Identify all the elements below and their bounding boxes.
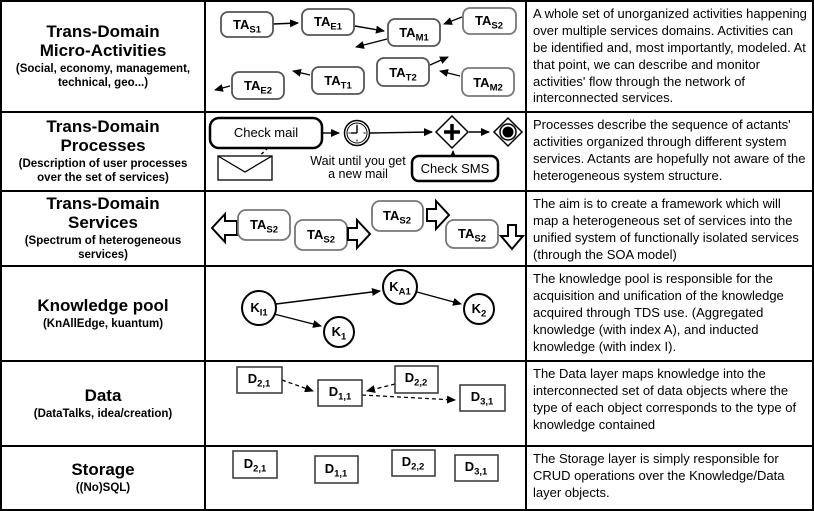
timer-note-line2: a new mail	[328, 167, 388, 181]
data-object-label: $D_{3,1}$	[464, 459, 488, 478]
data-object-label: $D_{2,1}$	[247, 371, 271, 390]
activity-label: $TA_{E2}$	[244, 78, 272, 97]
row-subtitle: (Spectrum of heterogeneous services)	[24, 235, 182, 262]
description-processes: Processes describe the sequence of actants' activities organized through different system services. Actants are hopefully not aware of the heterogeneous system structure.	[527, 113, 812, 192]
knowledge-node-label: $K_1$	[331, 324, 347, 343]
label-services	[2, 192, 206, 267]
data-object-label: $D_{1,1}$	[324, 461, 348, 480]
row-title-line2: Micro-Activities	[39, 41, 167, 61]
services-chain	[206, 192, 525, 265]
activity-label: $TA_{E1}$	[314, 14, 342, 33]
micro-activities-graph	[206, 2, 525, 111]
diagram-data	[206, 362, 527, 447]
activity-label: $TA_{S1}$	[233, 17, 261, 36]
flow-arrow	[356, 39, 387, 47]
end-event-icon	[494, 118, 522, 146]
flow-arrow	[293, 71, 310, 75]
description-services: The aim is to create a framework which will map a heterogeneous set of services into the unified system of functionally isolated services (through the SOA model)	[527, 192, 812, 267]
flow-arrow	[444, 17, 462, 24]
data-object-label: $D_{2,2}$	[404, 370, 428, 389]
data-object-label: $D_{1,1}$	[328, 384, 352, 403]
diagram-services	[206, 192, 527, 267]
diagram-processes	[206, 113, 527, 192]
knowledge-node-label: $K_{I1}$	[250, 300, 268, 319]
label-storage	[2, 447, 206, 509]
service-label: $TA_{S2}$	[383, 208, 411, 227]
label-micro-activities	[2, 2, 206, 113]
description-storage: The Storage layer is simply responsible for CRUD operations over the Knowledge/Data layer objects.	[533, 451, 785, 500]
block-arrow-right-icon	[348, 220, 370, 248]
envelope-icon	[218, 156, 272, 180]
service-label: $TA_{S2}$	[307, 227, 335, 246]
row-subtitle: ((No)SQL)	[75, 482, 131, 495]
row-subtitle: (KnAllEdge, kuantum)	[42, 317, 164, 330]
flow-arrow	[370, 132, 432, 133]
flow-arrow	[430, 57, 448, 65]
task-label: Check mail	[233, 125, 299, 140]
dashed-link-arrow	[367, 384, 395, 391]
diagram-micro-activities	[206, 2, 527, 113]
flow-arrow	[355, 26, 384, 31]
service-label: $TA_{S2}$	[458, 226, 486, 245]
parallel-gateway-icon	[436, 116, 468, 148]
data-object-label: $D_{3,1}$	[470, 389, 494, 408]
activity-label: $TA_{M1}$	[399, 25, 429, 44]
bpmn-process	[206, 113, 525, 190]
service-label: $TA_{S2}$	[250, 217, 278, 236]
knowledge-link-arrow	[276, 291, 380, 304]
row-title: Trans-Domain	[46, 117, 160, 137]
activity-label: $TA_{T2}$	[389, 65, 417, 84]
activity-label: $TA_{T1}$	[324, 73, 352, 92]
flow-arrow	[440, 71, 460, 76]
flow-arrow	[273, 23, 298, 24]
data-object-label: $D_{2,1}$	[243, 456, 267, 475]
label-knowledge-pool	[2, 267, 206, 362]
row-title: Trans-Domain	[46, 22, 160, 42]
row-title: Data	[84, 385, 122, 405]
description-micro-activities: A whole set of unorganized activities happening over multiple services domains. Activities can be identified and, most importantly, modeled. At that point, we can describe and monitor activities' flow through the network of interconnected services.	[527, 2, 812, 113]
label-processes	[2, 113, 206, 192]
data-object-label: $D_{2,2}$	[401, 454, 425, 473]
timer-clock-icon	[345, 121, 370, 146]
row-subtitle: (DataTalks, idea/creation)	[33, 407, 173, 420]
row-title-line2: Processes	[60, 136, 146, 156]
row-title-line2: Services	[68, 213, 138, 233]
storage-objects	[206, 447, 525, 509]
timer-note-line1: Wait until you get	[310, 154, 406, 168]
row-title: Knowledge pool	[37, 295, 169, 315]
dashed-link-arrow	[362, 395, 455, 400]
activity-label: $TA_{S2}$	[475, 13, 503, 32]
knowledge-link-arrow	[274, 314, 321, 326]
flow-arrow	[215, 86, 230, 90]
knowledge-node-label: $K_{A1}$	[389, 279, 411, 298]
knowledge-node-label: $K_2$	[471, 301, 487, 320]
knowledge-link-arrow	[417, 292, 461, 304]
dashed-link-arrow	[282, 380, 313, 391]
activity-label: $TA_{M2}$	[473, 75, 503, 94]
row-subtitle: (Description of user processes over the set of services)	[18, 158, 188, 185]
diagram-storage	[206, 447, 527, 509]
label-data	[2, 362, 206, 447]
row-title: Trans-Domain	[46, 194, 160, 214]
row-title: Storage	[71, 460, 135, 480]
description-knowledge-pool: The knowledge pool is responsible for the acquisition and unification of the knowledge acquired through TDS use. (Aggregated knowledge (with index A), and inducted knowledge (with index I).	[527, 267, 812, 362]
task-label: Check SMS	[420, 161, 490, 176]
description-data: The Data layer maps knowledge into the interconnected set of data objects where the type of each object corresponds to the type of knowledge contained	[527, 362, 812, 447]
block-arrow-down-icon	[501, 225, 523, 249]
data-objects-graph	[206, 362, 525, 445]
diagram-knowledge-pool	[206, 267, 527, 362]
knowledge-graph	[206, 267, 525, 360]
row-subtitle: (Social, economy, management, technical, geo...)	[15, 63, 191, 90]
block-arrow-left-icon	[212, 214, 237, 242]
